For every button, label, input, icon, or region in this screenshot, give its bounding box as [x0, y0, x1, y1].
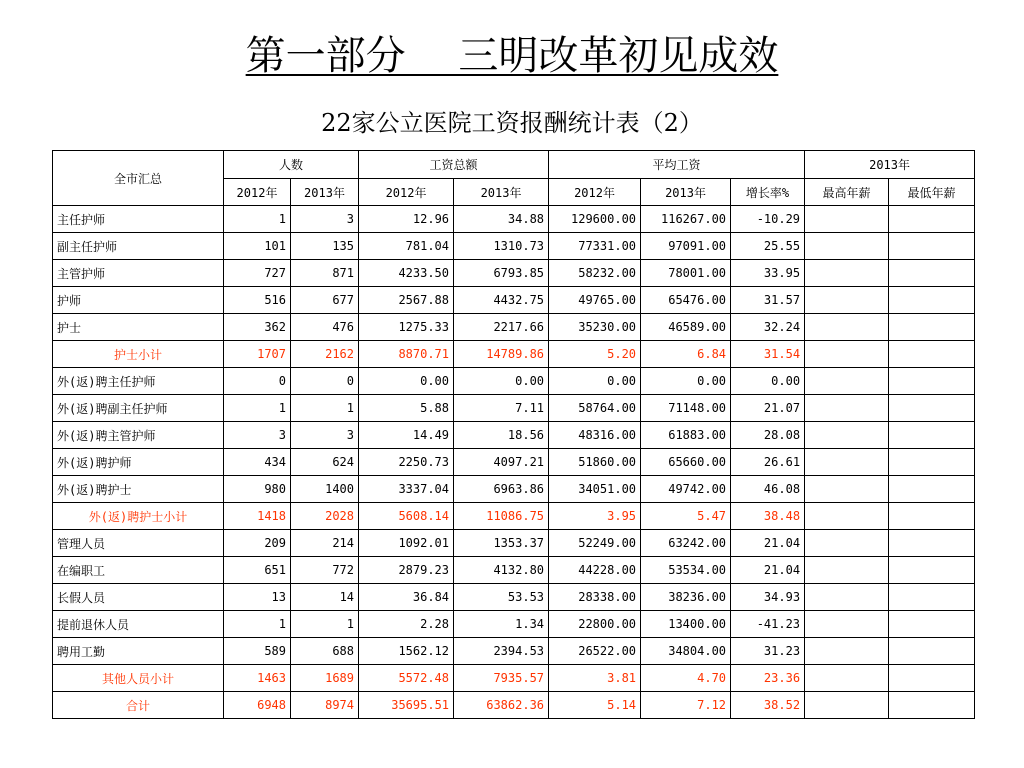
table-row [53, 260, 975, 287]
total-2013-cell: 63862.36 [454, 692, 549, 719]
max-salary-cell [805, 530, 889, 557]
row-label-cell: 提前退休人员 [53, 611, 224, 638]
people-2012-cell: 362 [224, 314, 291, 341]
max-salary-cell [805, 692, 889, 719]
people-2012-cell: 13 [224, 584, 291, 611]
total-2013-cell: 6963.86 [454, 476, 549, 503]
min-salary-cell [889, 503, 975, 530]
people-2013-cell: 3 [291, 206, 359, 233]
min-salary-cell [889, 206, 975, 233]
subtotal-row [53, 692, 975, 719]
people-2012-cell: 1 [224, 611, 291, 638]
total-2012-cell: 781.04 [359, 233, 454, 260]
avg-2013-cell: 46589.00 [641, 314, 731, 341]
min-salary-cell [889, 449, 975, 476]
header-max-salary: 最高年薪 [805, 179, 889, 206]
growth-cell: 21.07 [731, 395, 805, 422]
people-2013-cell: 3 [291, 422, 359, 449]
avg-2013-cell: 116267.00 [641, 206, 731, 233]
people-2012-cell: 1707 [224, 341, 291, 368]
row-label-cell: 在编职工 [53, 557, 224, 584]
header-corner-cell: 全市汇总 [53, 151, 224, 206]
total-2012-cell: 8870.71 [359, 341, 454, 368]
header-people-2012: 2012年 [224, 179, 291, 206]
header-growth-rate: 增长率% [731, 179, 805, 206]
total-2013-cell: 4432.75 [454, 287, 549, 314]
min-salary-cell [889, 341, 975, 368]
people-2012-cell: 101 [224, 233, 291, 260]
row-label-cell: 外(返)聘主任护师 [53, 368, 224, 395]
growth-cell: 34.93 [731, 584, 805, 611]
table-row [53, 314, 975, 341]
max-salary-cell [805, 260, 889, 287]
avg-2012-cell: 49765.00 [549, 287, 641, 314]
total-2013-cell: 0.00 [454, 368, 549, 395]
max-salary-cell [805, 341, 889, 368]
header-total-pay-group: 工资总额 [359, 151, 549, 179]
max-salary-cell [805, 422, 889, 449]
table-row [53, 476, 975, 503]
people-2013-cell: 1 [291, 395, 359, 422]
avg-2012-cell: 5.14 [549, 692, 641, 719]
avg-2013-cell: 13400.00 [641, 611, 731, 638]
growth-cell: 21.04 [731, 530, 805, 557]
header-avg-pay-group: 平均工资 [549, 151, 805, 179]
min-salary-cell [889, 692, 975, 719]
total-2013-cell: 7.11 [454, 395, 549, 422]
table-row [53, 611, 975, 638]
people-2013-cell: 1 [291, 611, 359, 638]
people-2013-cell: 135 [291, 233, 359, 260]
avg-2012-cell: 35230.00 [549, 314, 641, 341]
header-total-2012: 2012年 [359, 179, 454, 206]
avg-2013-cell: 0.00 [641, 368, 731, 395]
row-label-cell: 外(返)聘护师 [53, 449, 224, 476]
max-salary-cell [805, 206, 889, 233]
avg-2013-cell: 6.84 [641, 341, 731, 368]
max-salary-cell [805, 611, 889, 638]
growth-cell: 32.24 [731, 314, 805, 341]
row-label-cell: 外(返)聘护士小计 [53, 503, 224, 530]
max-salary-cell [805, 665, 889, 692]
row-label-cell: 主任护师 [53, 206, 224, 233]
total-2013-cell: 1310.73 [454, 233, 549, 260]
salary-statistics-table [52, 150, 975, 719]
row-label-cell: 外(返)聘主管护师 [53, 422, 224, 449]
growth-cell: 38.52 [731, 692, 805, 719]
row-label-cell: 管理人员 [53, 530, 224, 557]
total-2013-cell: 2394.53 [454, 638, 549, 665]
people-2012-cell: 980 [224, 476, 291, 503]
min-salary-cell [889, 476, 975, 503]
avg-2012-cell: 52249.00 [549, 530, 641, 557]
subtotal-row [53, 341, 975, 368]
people-2013-cell: 2162 [291, 341, 359, 368]
header-people-2013: 2013年 [291, 179, 359, 206]
people-2013-cell: 688 [291, 638, 359, 665]
page-title: 第一部分 三明改革初见成效 [245, 33, 779, 79]
table-row [53, 368, 975, 395]
avg-2012-cell: 0.00 [549, 368, 641, 395]
subtotal-row [53, 503, 975, 530]
avg-2013-cell: 34804.00 [641, 638, 731, 665]
growth-cell: 38.48 [731, 503, 805, 530]
avg-2013-cell: 63242.00 [641, 530, 731, 557]
people-2012-cell: 727 [224, 260, 291, 287]
min-salary-cell [889, 260, 975, 287]
total-2012-cell: 36.84 [359, 584, 454, 611]
people-2013-cell: 772 [291, 557, 359, 584]
avg-2012-cell: 44228.00 [549, 557, 641, 584]
max-salary-cell [805, 395, 889, 422]
avg-2012-cell: 26522.00 [549, 638, 641, 665]
people-2013-cell: 1400 [291, 476, 359, 503]
avg-2013-cell: 5.47 [641, 503, 731, 530]
growth-cell: 31.57 [731, 287, 805, 314]
total-2012-cell: 4233.50 [359, 260, 454, 287]
min-salary-cell [889, 287, 975, 314]
people-2013-cell: 0 [291, 368, 359, 395]
avg-2012-cell: 58764.00 [549, 395, 641, 422]
row-label-cell: 外(返)聘护士 [53, 476, 224, 503]
min-salary-cell [889, 557, 975, 584]
avg-2013-cell: 38236.00 [641, 584, 731, 611]
avg-2013-cell: 61883.00 [641, 422, 731, 449]
total-2012-cell: 2.28 [359, 611, 454, 638]
people-2012-cell: 651 [224, 557, 291, 584]
people-2012-cell: 516 [224, 287, 291, 314]
min-salary-cell [889, 638, 975, 665]
total-2013-cell: 4097.21 [454, 449, 549, 476]
total-2013-cell: 34.88 [454, 206, 549, 233]
people-2012-cell: 1463 [224, 665, 291, 692]
growth-cell: 28.08 [731, 422, 805, 449]
people-2013-cell: 1689 [291, 665, 359, 692]
max-salary-cell [805, 584, 889, 611]
row-label-cell: 外(返)聘副主任护师 [53, 395, 224, 422]
header-2013-group: 2013年 [805, 151, 975, 179]
header-avg-2012: 2012年 [549, 179, 641, 206]
total-2013-cell: 1353.37 [454, 530, 549, 557]
min-salary-cell [889, 611, 975, 638]
max-salary-cell [805, 287, 889, 314]
max-salary-cell [805, 476, 889, 503]
growth-cell: 31.54 [731, 341, 805, 368]
growth-cell: 46.08 [731, 476, 805, 503]
total-2012-cell: 5572.48 [359, 665, 454, 692]
table-body [53, 206, 975, 719]
people-2012-cell: 1 [224, 395, 291, 422]
avg-2012-cell: 3.95 [549, 503, 641, 530]
avg-2012-cell: 22800.00 [549, 611, 641, 638]
people-2012-cell: 0 [224, 368, 291, 395]
growth-cell: 31.23 [731, 638, 805, 665]
people-2012-cell: 589 [224, 638, 291, 665]
avg-2013-cell: 65660.00 [641, 449, 731, 476]
min-salary-cell [889, 422, 975, 449]
avg-2012-cell: 34051.00 [549, 476, 641, 503]
table-row [53, 530, 975, 557]
total-2013-cell: 53.53 [454, 584, 549, 611]
row-label-cell: 合计 [53, 692, 224, 719]
table-row [53, 422, 975, 449]
avg-2012-cell: 129600.00 [549, 206, 641, 233]
max-salary-cell [805, 314, 889, 341]
table-row [53, 449, 975, 476]
min-salary-cell [889, 233, 975, 260]
min-salary-cell [889, 584, 975, 611]
total-2013-cell: 18.56 [454, 422, 549, 449]
row-label-cell: 护士小计 [53, 341, 224, 368]
total-2012-cell: 5.88 [359, 395, 454, 422]
row-label-cell: 主管护师 [53, 260, 224, 287]
row-label-cell: 聘用工勤 [53, 638, 224, 665]
growth-cell: -10.29 [731, 206, 805, 233]
people-2012-cell: 1418 [224, 503, 291, 530]
max-salary-cell [805, 449, 889, 476]
table-row [53, 638, 975, 665]
row-label-cell: 护士 [53, 314, 224, 341]
growth-cell: 23.36 [731, 665, 805, 692]
row-label-cell: 长假人员 [53, 584, 224, 611]
people-2013-cell: 624 [291, 449, 359, 476]
total-2012-cell: 2250.73 [359, 449, 454, 476]
table-row [53, 233, 975, 260]
row-label-cell: 副主任护师 [53, 233, 224, 260]
avg-2013-cell: 4.70 [641, 665, 731, 692]
avg-2013-cell: 71148.00 [641, 395, 731, 422]
table-row [53, 557, 975, 584]
total-2013-cell: 14789.86 [454, 341, 549, 368]
avg-2012-cell: 28338.00 [549, 584, 641, 611]
min-salary-cell [889, 314, 975, 341]
max-salary-cell [805, 638, 889, 665]
total-2013-cell: 2217.66 [454, 314, 549, 341]
total-2012-cell: 12.96 [359, 206, 454, 233]
total-2013-cell: 1.34 [454, 611, 549, 638]
subtotal-row [53, 665, 975, 692]
people-2013-cell: 677 [291, 287, 359, 314]
total-2012-cell: 14.49 [359, 422, 454, 449]
header-row-groups [53, 151, 975, 179]
table-row [53, 287, 975, 314]
total-2012-cell: 3337.04 [359, 476, 454, 503]
avg-2012-cell: 3.81 [549, 665, 641, 692]
avg-2013-cell: 53534.00 [641, 557, 731, 584]
growth-cell: 33.95 [731, 260, 805, 287]
row-label-cell: 其他人员小计 [53, 665, 224, 692]
total-2013-cell: 7935.57 [454, 665, 549, 692]
people-2013-cell: 476 [291, 314, 359, 341]
growth-cell: 0.00 [731, 368, 805, 395]
max-salary-cell [805, 557, 889, 584]
total-2012-cell: 2879.23 [359, 557, 454, 584]
table-row [53, 395, 975, 422]
table-title: 22家公立医院工资报酬统计表（2） [321, 109, 703, 137]
growth-cell: -41.23 [731, 611, 805, 638]
avg-2012-cell: 77331.00 [549, 233, 641, 260]
table-row [53, 584, 975, 611]
avg-2012-cell: 58232.00 [549, 260, 641, 287]
avg-2012-cell: 51860.00 [549, 449, 641, 476]
total-2013-cell: 6793.85 [454, 260, 549, 287]
avg-2012-cell: 5.20 [549, 341, 641, 368]
avg-2013-cell: 7.12 [641, 692, 731, 719]
people-2012-cell: 209 [224, 530, 291, 557]
min-salary-cell [889, 395, 975, 422]
header-total-2013: 2013年 [454, 179, 549, 206]
max-salary-cell [805, 233, 889, 260]
avg-2013-cell: 49742.00 [641, 476, 731, 503]
growth-cell: 21.04 [731, 557, 805, 584]
min-salary-cell [889, 530, 975, 557]
total-2012-cell: 2567.88 [359, 287, 454, 314]
header-people-group: 人数 [224, 151, 359, 179]
header-avg-2013: 2013年 [641, 179, 731, 206]
people-2013-cell: 14 [291, 584, 359, 611]
growth-cell: 26.61 [731, 449, 805, 476]
growth-cell: 25.55 [731, 233, 805, 260]
total-2012-cell: 5608.14 [359, 503, 454, 530]
row-label-cell: 护师 [53, 287, 224, 314]
people-2013-cell: 871 [291, 260, 359, 287]
total-2012-cell: 1275.33 [359, 314, 454, 341]
people-2013-cell: 2028 [291, 503, 359, 530]
total-2013-cell: 4132.80 [454, 557, 549, 584]
people-2012-cell: 434 [224, 449, 291, 476]
table-row [53, 206, 975, 233]
total-2012-cell: 35695.51 [359, 692, 454, 719]
people-2013-cell: 214 [291, 530, 359, 557]
people-2013-cell: 8974 [291, 692, 359, 719]
avg-2012-cell: 48316.00 [549, 422, 641, 449]
total-2012-cell: 0.00 [359, 368, 454, 395]
total-2013-cell: 11086.75 [454, 503, 549, 530]
avg-2013-cell: 97091.00 [641, 233, 731, 260]
total-2012-cell: 1092.01 [359, 530, 454, 557]
people-2012-cell: 6948 [224, 692, 291, 719]
max-salary-cell [805, 368, 889, 395]
header-min-salary: 最低年薪 [889, 179, 975, 206]
avg-2013-cell: 78001.00 [641, 260, 731, 287]
people-2012-cell: 1 [224, 206, 291, 233]
min-salary-cell [889, 368, 975, 395]
avg-2013-cell: 65476.00 [641, 287, 731, 314]
people-2012-cell: 3 [224, 422, 291, 449]
total-2012-cell: 1562.12 [359, 638, 454, 665]
min-salary-cell [889, 665, 975, 692]
max-salary-cell [805, 503, 889, 530]
